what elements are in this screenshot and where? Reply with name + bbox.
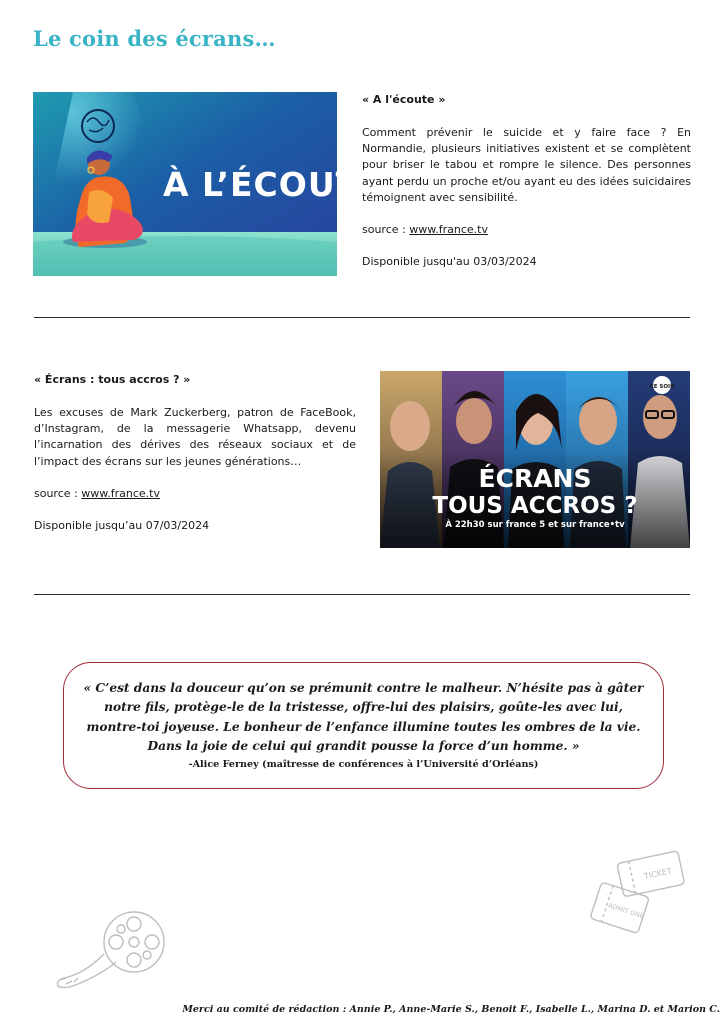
page-title: Le coin des écrans… xyxy=(33,26,276,51)
article-a-lecoute xyxy=(362,93,691,270)
section-divider xyxy=(34,594,690,595)
article-availability: Disponible jusqu’au 07/03/2024 xyxy=(34,518,210,532)
section-divider xyxy=(34,317,690,318)
article-body: Les excuses de Mark Zuckerberg, patron de FaceBook, d’Instagram, de la messagerie Whatsapp, devenu l’incarnation des dérives des réseaux sociaux et de l’impact des écrans sur les jeunes générations… xyxy=(34,406,356,468)
source-label: source : xyxy=(362,223,410,237)
image-title-line1: ÉCRANS xyxy=(478,464,592,493)
article-availability: Disponible jusqu'au 03/03/2024 xyxy=(362,255,537,269)
article-body: Comment prévenir le suicide et y faire face ? En Normandie, plusieurs initiatives existent et se complètent pour briser le tabou et rompre le silence. Des personnes ayant perdu un proche et/ou ayant eu des idées suicidaires témoignent avec sensibilité. xyxy=(362,126,691,204)
source-link[interactable]: www.france.tv xyxy=(409,223,488,237)
a-lecoute-illustration xyxy=(33,92,383,276)
cinema-ticket-icon xyxy=(580,845,700,949)
film-reel-icon xyxy=(52,902,172,996)
article-title: « A l'écoute » xyxy=(362,93,446,106)
source-label: source : xyxy=(34,486,82,500)
quote-author: -Alice Ferney (maîtresse de conférences à l’Université d’Orléans) xyxy=(188,759,539,771)
footer-credit: Merci au comité de rédaction : Annie P., Anne-Marie S., Benoit F., Isabelle L., Marina D. et Marion C. xyxy=(182,1004,720,1015)
ticket-text: ADMIT ONE xyxy=(607,901,645,921)
source-link[interactable]: www.france.tv xyxy=(81,486,160,500)
image-title-line2: TOUS ACCROS ? xyxy=(432,493,638,519)
ecrans-tous-accros-image xyxy=(380,371,690,548)
image-subtitle: À 22h30 sur france 5 et sur france•tv xyxy=(445,520,625,530)
quote-box xyxy=(63,662,664,789)
a-lecoute-image-text: À L’ÉCOUTE xyxy=(163,165,383,204)
article-ecrans-tous-accros xyxy=(34,373,356,534)
article-source xyxy=(34,486,356,502)
article-title: « Écrans : tous accros ? » xyxy=(34,373,191,386)
article-source xyxy=(362,222,691,238)
ce-soir-badge: CE SOIR xyxy=(649,384,675,390)
ticket-text: TICKET xyxy=(643,866,673,882)
quote-text: « C’est dans la douceur qu’on se prémunit contre le malheur. N’hésite pas à gâter notre fils, protège-le de la tristesse, offre-lui des plaisirs, goûte-les avec lui, montre-toi joyeuse. Le bonheur de l’enfance illumine toutes les ombres de la vie. Dans la joie de celui qui grandit pousse la force d’un homme. » xyxy=(83,681,644,753)
